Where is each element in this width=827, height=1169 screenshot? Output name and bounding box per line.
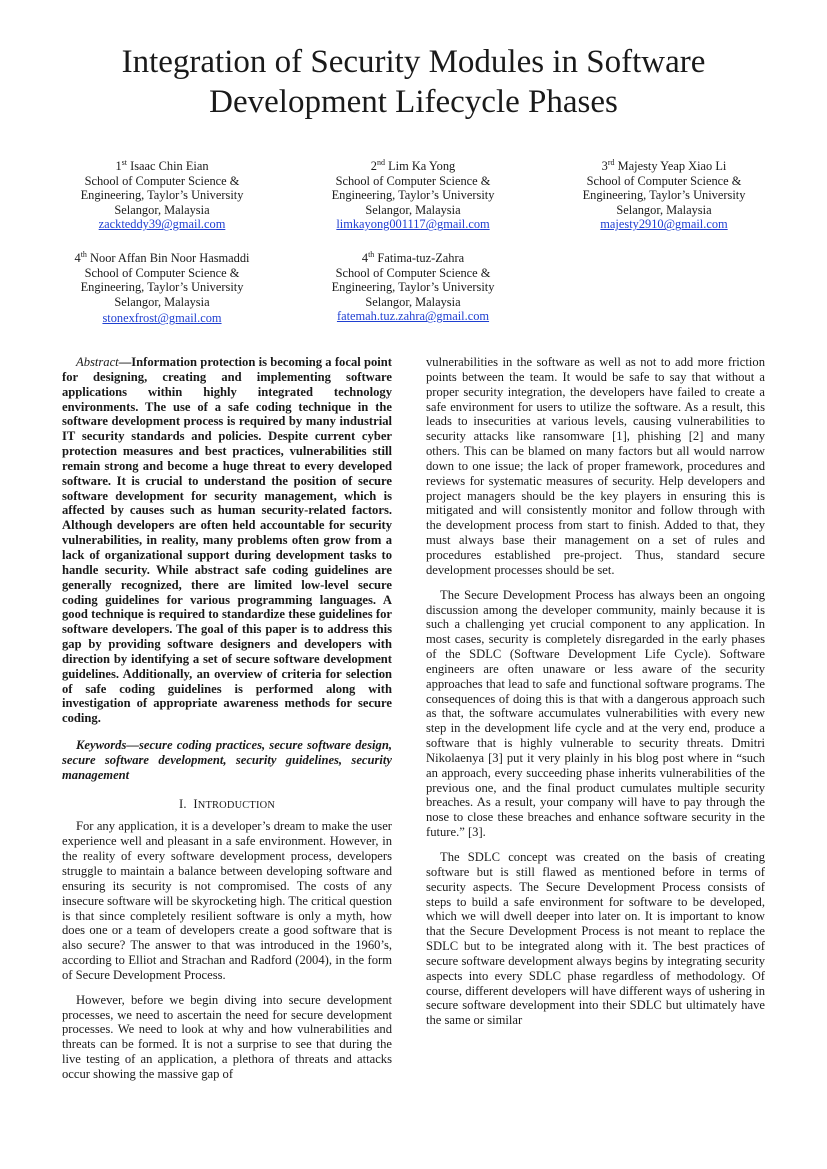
abstract-text: —Information protection is becoming a focal point for designing, creating and implementing software applications within highly integrated technology environments. The use of a safe coding technique in the software development process is required by many industrial IT security standards and policies. Despite current cyber protection measures and best practices, vulnerabilities still remain strong and become a huge threat to every developed software. It is crucial to understand the position of secure software development for security management, which is affected by causes such as human security-related factors. Although developers are often held accountable for security vulnerabilities, in reality, many problems often grow from a lack of organizational support during development tasks to handle security. While abstract safe coding guidelines are generally recognized, there are limited low-level secure coding guidelines for various programming languages. A good technique is required to standardize these guidelines for software developers. The goal of this paper is to address this gap by providing software designers and developers with direction by identifying a set of secure software development guidelines. Additionally, an overview of criteria for selection of safe coding guidelines is performed along with investigation of appropriate awareness methods for secure coding.	[62, 355, 392, 726]
author-location: Selangor, Malaysia	[114, 294, 210, 309]
author-block-5	[303, 251, 523, 324]
author-affiliation: Engineering, Taylor’s University	[80, 188, 244, 203]
author-name-line	[554, 159, 774, 174]
author-name-line	[52, 159, 272, 174]
author-ordinal-suffix: th	[368, 249, 375, 259]
author-name: Majesty Yeap Xiao Li	[617, 159, 727, 173]
author-affiliation: School of Computer Science &	[586, 173, 742, 188]
author-affiliation: Engineering, Taylor’s University	[331, 280, 495, 295]
author-affiliation: Engineering, Taylor’s University	[582, 188, 746, 203]
section-initial: I	[193, 796, 198, 811]
author-affiliation: Engineering, Taylor’s University	[331, 188, 495, 203]
author-block-2	[303, 159, 523, 232]
author-email-link[interactable]: fatemah.tuz.zahra@gmail.com	[336, 309, 490, 324]
abstract	[62, 355, 392, 726]
author-location: Selangor, Malaysia	[616, 202, 712, 217]
author-ordinal: 1	[115, 159, 122, 173]
keywords-text: —secure coding practices, secure software design, secure software development, security guidelines, security management	[62, 738, 392, 782]
keywords-label: Keywords	[76, 738, 127, 753]
title-line-1: Integration of Security Modules in Software	[121, 44, 706, 80]
body-paragraph: The Secure Development Process has always been an ongoing discussion among the developer community, mainly because it is such a challenging yet crucial component to any application. In most cases, security is completely disregarded in the early phases of the SDLC (Software Development Life Cycle). Software engineers are often unaware or less aware of the security approaches that lead to safe and functional software programs. The consequences of doing this is that with a dangerous approach such as that, the software accumulates vulnerabilities with every new step in the development life cycle and at the very end, produce a software that is highly vulnerable to security threats. Dmitri Nikolaenya [3] put it very plainly in his blog post where in “such an approach, every succeeding phase inherits vulnerabilities of the previous one, and the final product cumulates multiple security breaches. As a result, your company will have to pay through the nose to close these breaches and enhance software security in the future.” [3].	[426, 587, 765, 840]
section-number: I.	[178, 796, 187, 811]
author-ordinal: 2	[370, 159, 377, 173]
body-paragraph: The SDLC concept was created on the basis of creating software but is still flawed as mentioned before in terms of security aspects. The Secure Development Process consists of steps to build a safe environment for software to be developed, which we will dwell deeper into later on. It is important to know that the Secure Development Process is not meant to replace the SDLC but to be integrated along with it. The best practices of secure software development always begins by integrating security aspects into every SDLC phase regardless of methodology. Of course, different developers will have different ways of ushering in secure software development into their SDLC but ultimately have the same or similar	[426, 850, 765, 1028]
author-affiliation: School of Computer Science &	[335, 265, 491, 280]
author-location: Selangor, Malaysia	[365, 202, 461, 217]
author-location: Selangor, Malaysia	[365, 294, 461, 309]
author-ordinal-suffix: rd	[607, 157, 615, 167]
title-line-2: Development Lifecycle Phases	[209, 84, 618, 120]
left-column	[62, 355, 392, 1082]
author-ordinal: 4	[74, 251, 81, 265]
body-paragraph: vulnerabilities in the software as well as not to add more friction points between the team. It would be safe to say that without a proper security integration, the developers have failed to create a safe environment for users to utilize the software. As a result, this leads to insecurities at various levels, causing vulnerabilities to security attacks like ransomware [1], phishing [2] and many others. This can be blamed on many factors but all would narrow down to one issue; the lack of proper framework, procedures and reviews for systematic measures of security. Help developers and project managers should be the key players in ensuring this is mitigated and will consistently monitor and follow through with the development process from start to finish. Added to that, they must always base their management on a set of rules and procedures established pre-project. Thus, standard secure development processes should be set.	[426, 355, 765, 577]
author-affiliation: School of Computer Science &	[84, 265, 240, 280]
paper-title	[60, 42, 767, 122]
right-column	[426, 355, 765, 1028]
keywords	[62, 738, 392, 783]
author-ordinal-suffix: th	[80, 249, 87, 259]
author-ordinal: 4	[361, 251, 369, 265]
author-name: Fatima-tuz-Zahra	[377, 251, 465, 265]
author-name: Noor Affan Bin Noor Hasmaddi	[90, 251, 250, 265]
body-paragraph: However, before we begin diving into secure development processes, we need to ascertain the need for secure development processes. We need to look at why and how vulnerabilities and threats can be formed. It is not a surprise to see that during the live testing of an application, a plethora of threats and attacks occur showing the massive gap of	[62, 992, 392, 1081]
author-block-4	[52, 251, 272, 326]
author-block-1	[52, 159, 272, 232]
author-name: Lim Ka Yong	[388, 159, 456, 173]
author-email-link[interactable]: zackteddy39@gmail.com	[98, 217, 226, 232]
author-ordinal-suffix: st	[121, 157, 127, 167]
author-email-link[interactable]: majesty2910@gmail.com	[600, 217, 728, 232]
body-paragraph: For any application, it is a developer’s dream to make the user experience well and pleasant in a safe environment. However, in the reality of every software development process, developers struggle to maintain a balance between developing software and ensuring its security is not compromised. The costs of any insecure software will be skyrocketing high. The critical question is that since completely resilient software is only a myth, how does one or a team of developers create a good software that is also secure? The answer to that was introduced in the 1960’s, according to Elliot and Strachan and Radford (2004), in the form of Secure Development Process.	[62, 819, 392, 982]
author-name-line	[303, 251, 523, 266]
author-email-link[interactable]: limkayong001117@gmail.com	[336, 217, 490, 232]
abstract-label: Abstract	[76, 355, 119, 369]
section-heading-introduction	[62, 797, 392, 814]
author-email-link[interactable]: stonexfrost@gmail.com	[102, 311, 222, 326]
author-block-3	[554, 159, 774, 232]
author-location: Selangor, Malaysia	[114, 202, 210, 217]
author-affiliation: School of Computer Science &	[335, 173, 491, 188]
author-name-line	[303, 159, 523, 174]
author-name: Isaac Chin Eian	[130, 159, 209, 173]
section-title-rest: NTRODUCTION	[197, 799, 276, 811]
author-ordinal: 3	[601, 159, 608, 173]
author-affiliation: Engineering, Taylor’s University	[80, 280, 244, 295]
author-name-line	[52, 251, 272, 266]
author-ordinal-suffix: nd	[376, 157, 385, 167]
author-affiliation: School of Computer Science &	[84, 173, 240, 188]
